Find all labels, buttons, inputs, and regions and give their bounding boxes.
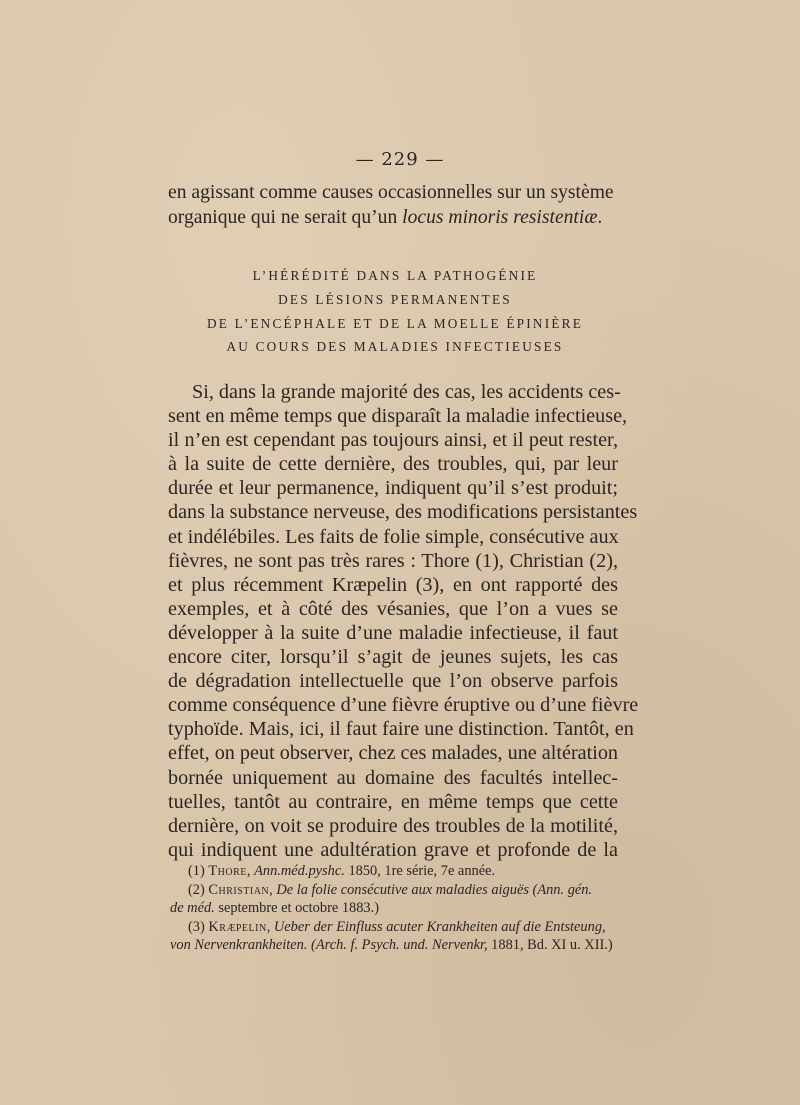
body-line: sent en même temps que disparaît la maladie infectieuse, — [168, 405, 628, 428]
intro-line-2-end: . — [597, 207, 603, 228]
body-line: développer à la suite d’une maladie infectieuse, il faut — [168, 621, 618, 644]
body-line: durée et leur permanence, indiquent qu’il s’est produit; — [168, 477, 618, 500]
page-number: — 229 — — [355, 149, 445, 170]
body-line: fièvres, ne sont pas très rares : Thore (1), Christian (2), — [168, 549, 618, 572]
intro-line-2-start: organique qui ne serait qu’un — [168, 207, 403, 228]
body-line: dans la substance nerveuse, des modifications persistantes — [168, 501, 638, 524]
body-line: tuelles, tantôt au contraire, en même temps que cette — [168, 790, 618, 813]
intro-paragraph — [168, 180, 618, 230]
body-line: qui indiquent une adultération grave et profonde de la — [168, 838, 618, 861]
body-paragraph — [168, 380, 639, 862]
body-line: et plus récemment Kræpelin (3), en ont rapporté des — [168, 573, 618, 596]
intro-line-1: en agissant comme causes occasionnelles sur un système — [168, 182, 614, 203]
body-line: à la suite de cette dernière, des troubles, qui, par leur — [168, 453, 618, 476]
body-line: typhoïde. Mais, ici, il faut faire une distinction. Tantôt, en — [168, 718, 634, 741]
body-line: dernière, on voit se produire des troubles de la motilité, — [168, 814, 618, 837]
body-line: bornée uniquement au domaine des facultés intellec- — [168, 766, 618, 789]
footnote-2: (2) Christian, De la folie consécutive aux maladies aiguës (Ann. gén. — [188, 881, 593, 898]
heading-line-4: AU COURS DES MALADIES INFECTIEUSES — [226, 339, 564, 355]
body-line: encore citer, lorsqu’il s’agit de jeunes sujets, les cas — [168, 646, 618, 669]
section-heading — [140, 264, 650, 359]
body-line: et indélébiles. Les faits de folie simple, consécutive aux — [168, 525, 619, 548]
footnote-3: (3) Kræpelin, Ueber der Einfluss acuter Krankheiten auf die Entsteung, — [188, 918, 606, 935]
body-line: Si, dans la grande majorité des cas, les accidents ces- — [192, 381, 621, 403]
footnote-1: (1) Thore, Ann.méd.pyshc. 1850, 1re série, 7e année. — [188, 863, 496, 879]
body-line: comme conséquence d’une fièvre éruptive ou d’une fièvre — [168, 694, 639, 717]
footnotes — [170, 862, 625, 955]
heading-line-1: L’HÉRÉDITÉ DANS LA PATHOGÉNIE — [252, 268, 538, 283]
heading-line-3: DE L’ENCÉPHALE ET DE LA MOELLE ÉPINIÈRE — [206, 315, 584, 331]
body-line: de dégradation intellectuelle que l’on observe parfois — [168, 670, 618, 693]
footnote-3-cont: von Nervenkrankheiten. (Arch. f. Psych. und. Nervenkr, 1881, Bd. XI u. XII.) — [170, 937, 613, 954]
body-line: il n’en est cependant pas toujours ainsi, et il peut rester, — [168, 429, 618, 452]
intro-line-2-italic: locus minoris resistentiæ — [402, 207, 598, 228]
body-line: effet, on peut observer, chez ces malades, une altération — [168, 742, 619, 765]
body-line: exemples, et à côté des vésanies, que l’on a vues se — [168, 597, 618, 620]
footnote-2-cont: de méd. septembre et octobre 1883.) — [170, 900, 380, 917]
heading-line-2: DES LÉSIONS PERMANENTES — [278, 291, 512, 307]
